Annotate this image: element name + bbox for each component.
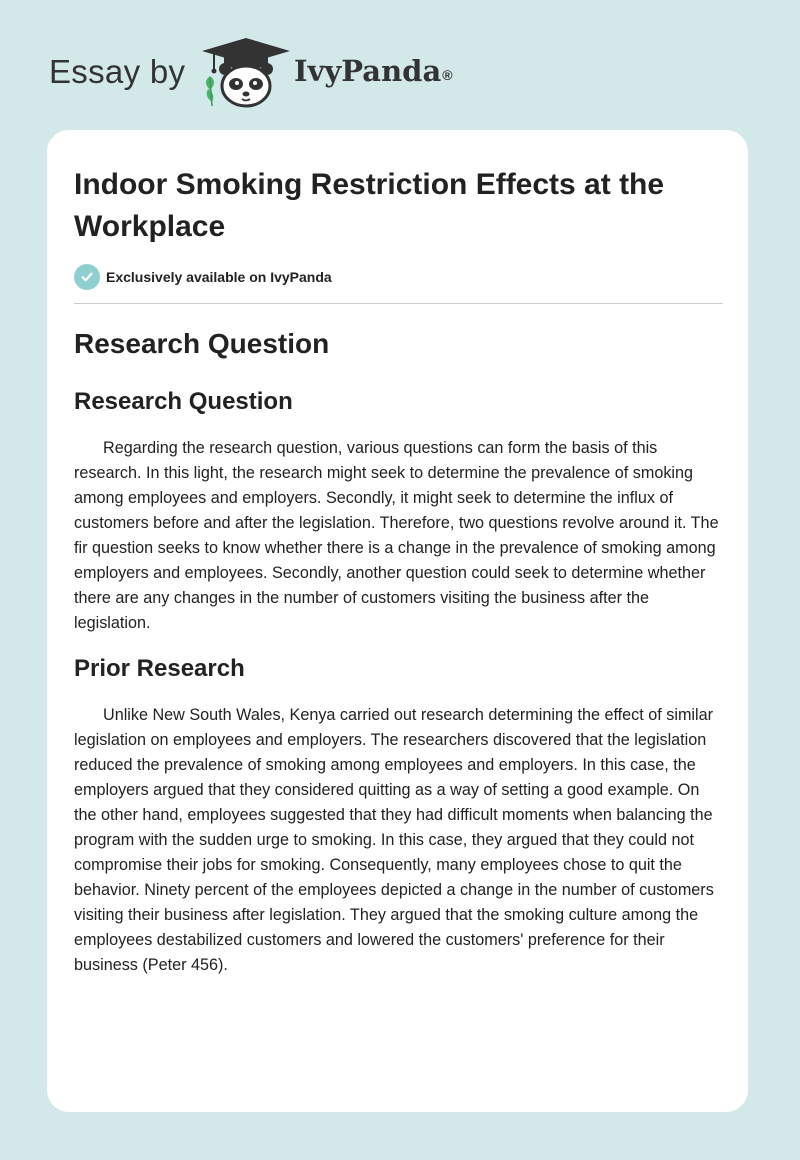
panda-graduate-logo-icon[interactable] xyxy=(200,36,292,110)
section-heading: Research Question xyxy=(74,328,330,359)
paragraph-prior-research: Unlike New South Wales, Kenya carried out research determining the effect of similar legislation on employees and employers. The researchers discovered that the legislation reduced the prevalence of smoking among employees and employers. In this case, the employers argued that they considered quitting as a way of setting a good example. On the other hand, employees suggested that they had difficult moments when balancing the program with the sudden urge to smoking. In this case, they argued that they could not compromise their jobs for smoking. Consequently, many employees chose to quit the behavior. Ninety percent of the employees depicted a change in the number of customers visiting their business after legislation. They argued that the smoking culture among the employees destabilized customers and lowered the customers' preference for their business (Peter 456). xyxy=(74,706,714,974)
brand-name[interactable]: IvyPanda® xyxy=(294,54,453,88)
site-header xyxy=(0,0,800,130)
subsection-heading-prior-research: Prior Research xyxy=(74,655,245,682)
page-title: Indoor Smoking Restriction Effects at the Workplace xyxy=(74,168,665,243)
exclusive-badge xyxy=(74,264,332,290)
essay-by-label: Essay by xyxy=(49,53,186,90)
divider xyxy=(74,303,723,304)
paragraph-research-question: Regarding the research question, various questions can form the basis of this research. In this light, the research might seek to determine the prevalence of smoking among employees and employers. Secondly, it might seek to determine the influx of customers before and after the legislation. Therefore, two questions revolve around it. The fir question seeks to know whether there is a change in the prevalence of smoking among employers and employees. Secondly, another question could seek to determine whether there are any changes in the number of customers visiting the business after the legislation. xyxy=(74,439,719,632)
registered-mark: ® xyxy=(442,67,453,83)
subsection-heading-research-question: Research Question xyxy=(74,388,293,415)
essay-card xyxy=(47,130,748,1112)
badge-text: Exclusively available on IvyPanda xyxy=(106,269,332,285)
check-circle-icon xyxy=(74,264,100,290)
